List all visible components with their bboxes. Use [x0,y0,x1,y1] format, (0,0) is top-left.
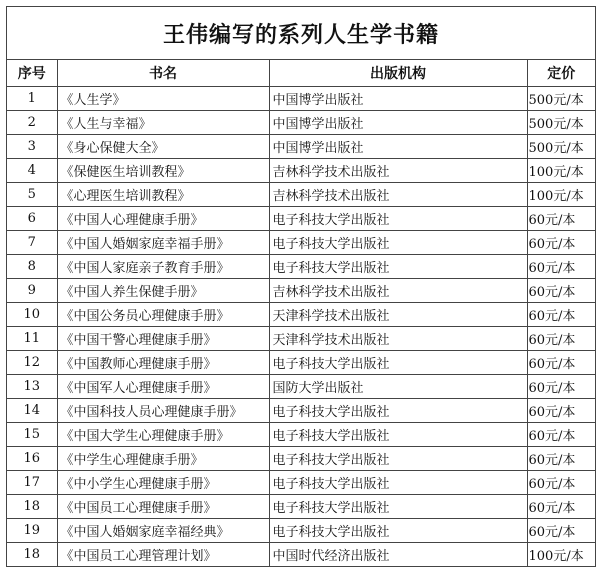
cell-price: 60元/本 [527,206,595,230]
cell-number: 4 [7,158,57,182]
cell-price: 500元/本 [527,134,595,158]
table-row [7,518,595,542]
cell-publisher: 天津科学技术出版社 [269,302,527,326]
cell-price: 100元/本 [527,542,595,566]
cell-book-name: 《中国人心理健康手册》 [57,206,269,230]
cell-publisher: 电子科技大学出版社 [269,446,527,470]
cell-book-name: 《中国人家庭亲子教育手册》 [57,254,269,278]
cell-number: 1 [7,86,57,110]
cell-publisher: 中国博学出版社 [269,86,527,110]
cell-publisher: 电子科技大学出版社 [269,422,527,446]
cell-price: 60元/本 [527,422,595,446]
cell-publisher: 电子科技大学出版社 [269,398,527,422]
cell-book-name: 《中国人养生保健手册》 [57,278,269,302]
cell-publisher: 国防大学出版社 [269,374,527,398]
cell-book-name: 《中学生心理健康手册》 [57,446,269,470]
book-table [7,60,595,567]
table-row [7,398,595,422]
cell-number: 5 [7,182,57,206]
header-number: 序号 [7,60,57,86]
cell-book-name: 《中国科技人员心理健康手册》 [57,398,269,422]
cell-publisher: 电子科技大学出版社 [269,206,527,230]
cell-price: 500元/本 [527,110,595,134]
cell-publisher: 电子科技大学出版社 [269,350,527,374]
cell-book-name: 《心理医生培训教程》 [57,182,269,206]
table-title: 王伟编写的系列人生学书籍 [7,6,595,60]
cell-price: 60元/本 [527,326,595,350]
header-price: 定价 [527,60,595,86]
book-list-sheet [6,6,596,567]
cell-book-name: 《中国人婚姻家庭幸福经典》 [57,518,269,542]
cell-number: 6 [7,206,57,230]
cell-number: 14 [7,398,57,422]
table-row [7,182,595,206]
cell-publisher: 吉林科学技术出版社 [269,278,527,302]
cell-price: 60元/本 [527,374,595,398]
cell-publisher: 中国时代经济出版社 [269,542,527,566]
table-row [7,470,595,494]
cell-book-name: 《中国人婚姻家庭幸福手册》 [57,230,269,254]
cell-price: 60元/本 [527,278,595,302]
table-row [7,206,595,230]
table-row [7,230,595,254]
cell-number: 2 [7,110,57,134]
cell-number: 8 [7,254,57,278]
cell-book-name: 《人生学》 [57,86,269,110]
cell-book-name: 《中国教师心理健康手册》 [57,350,269,374]
cell-price: 60元/本 [527,302,595,326]
cell-price: 100元/本 [527,182,595,206]
table-row [7,86,595,110]
table-row [7,134,595,158]
cell-book-name: 《中国军人心理健康手册》 [57,374,269,398]
table-row [7,494,595,518]
cell-book-name: 《中国公务员心理健康手册》 [57,302,269,326]
cell-book-name: 《中国大学生心理健康手册》 [57,422,269,446]
table-row [7,254,595,278]
cell-number: 18 [7,494,57,518]
table-row [7,422,595,446]
cell-price: 60元/本 [527,254,595,278]
cell-publisher: 中国博学出版社 [269,110,527,134]
cell-publisher: 电子科技大学出版社 [269,254,527,278]
table-row [7,110,595,134]
table-row [7,326,595,350]
cell-number: 15 [7,422,57,446]
cell-price: 60元/本 [527,446,595,470]
cell-number: 11 [7,326,57,350]
header-publisher: 出版机构 [269,60,527,86]
cell-publisher: 电子科技大学出版社 [269,230,527,254]
cell-publisher: 电子科技大学出版社 [269,494,527,518]
cell-number: 3 [7,134,57,158]
cell-price: 100元/本 [527,158,595,182]
table-row [7,446,595,470]
cell-book-name: 《保健医生培训教程》 [57,158,269,182]
header-row [7,60,595,86]
book-rows [7,86,595,566]
header-book-name: 书名 [57,60,269,86]
cell-price: 60元/本 [527,494,595,518]
cell-publisher: 中国博学出版社 [269,134,527,158]
table-row [7,374,595,398]
cell-book-name: 《中国员工心理管理计划》 [57,542,269,566]
cell-number: 10 [7,302,57,326]
cell-number: 7 [7,230,57,254]
cell-publisher: 吉林科学技术出版社 [269,182,527,206]
cell-publisher: 吉林科学技术出版社 [269,158,527,182]
cell-price: 60元/本 [527,470,595,494]
table-row [7,542,595,566]
cell-number: 12 [7,350,57,374]
cell-price: 60元/本 [527,398,595,422]
cell-number: 17 [7,470,57,494]
table-row [7,302,595,326]
cell-publisher: 天津科学技术出版社 [269,326,527,350]
table-row [7,350,595,374]
cell-number: 19 [7,518,57,542]
cell-price: 500元/本 [527,86,595,110]
cell-book-name: 《中国干警心理健康手册》 [57,326,269,350]
cell-book-name: 《中国员工心理健康手册》 [57,494,269,518]
cell-book-name: 《身心保健大全》 [57,134,269,158]
cell-number: 13 [7,374,57,398]
table-row [7,158,595,182]
cell-publisher: 电子科技大学出版社 [269,470,527,494]
cell-price: 60元/本 [527,518,595,542]
cell-book-name: 《中小学生心理健康手册》 [57,470,269,494]
table-row [7,278,595,302]
cell-publisher: 电子科技大学出版社 [269,518,527,542]
cell-number: 18 [7,542,57,566]
cell-price: 60元/本 [527,350,595,374]
cell-number: 9 [7,278,57,302]
cell-price: 60元/本 [527,230,595,254]
cell-number: 16 [7,446,57,470]
cell-book-name: 《人生与幸福》 [57,110,269,134]
